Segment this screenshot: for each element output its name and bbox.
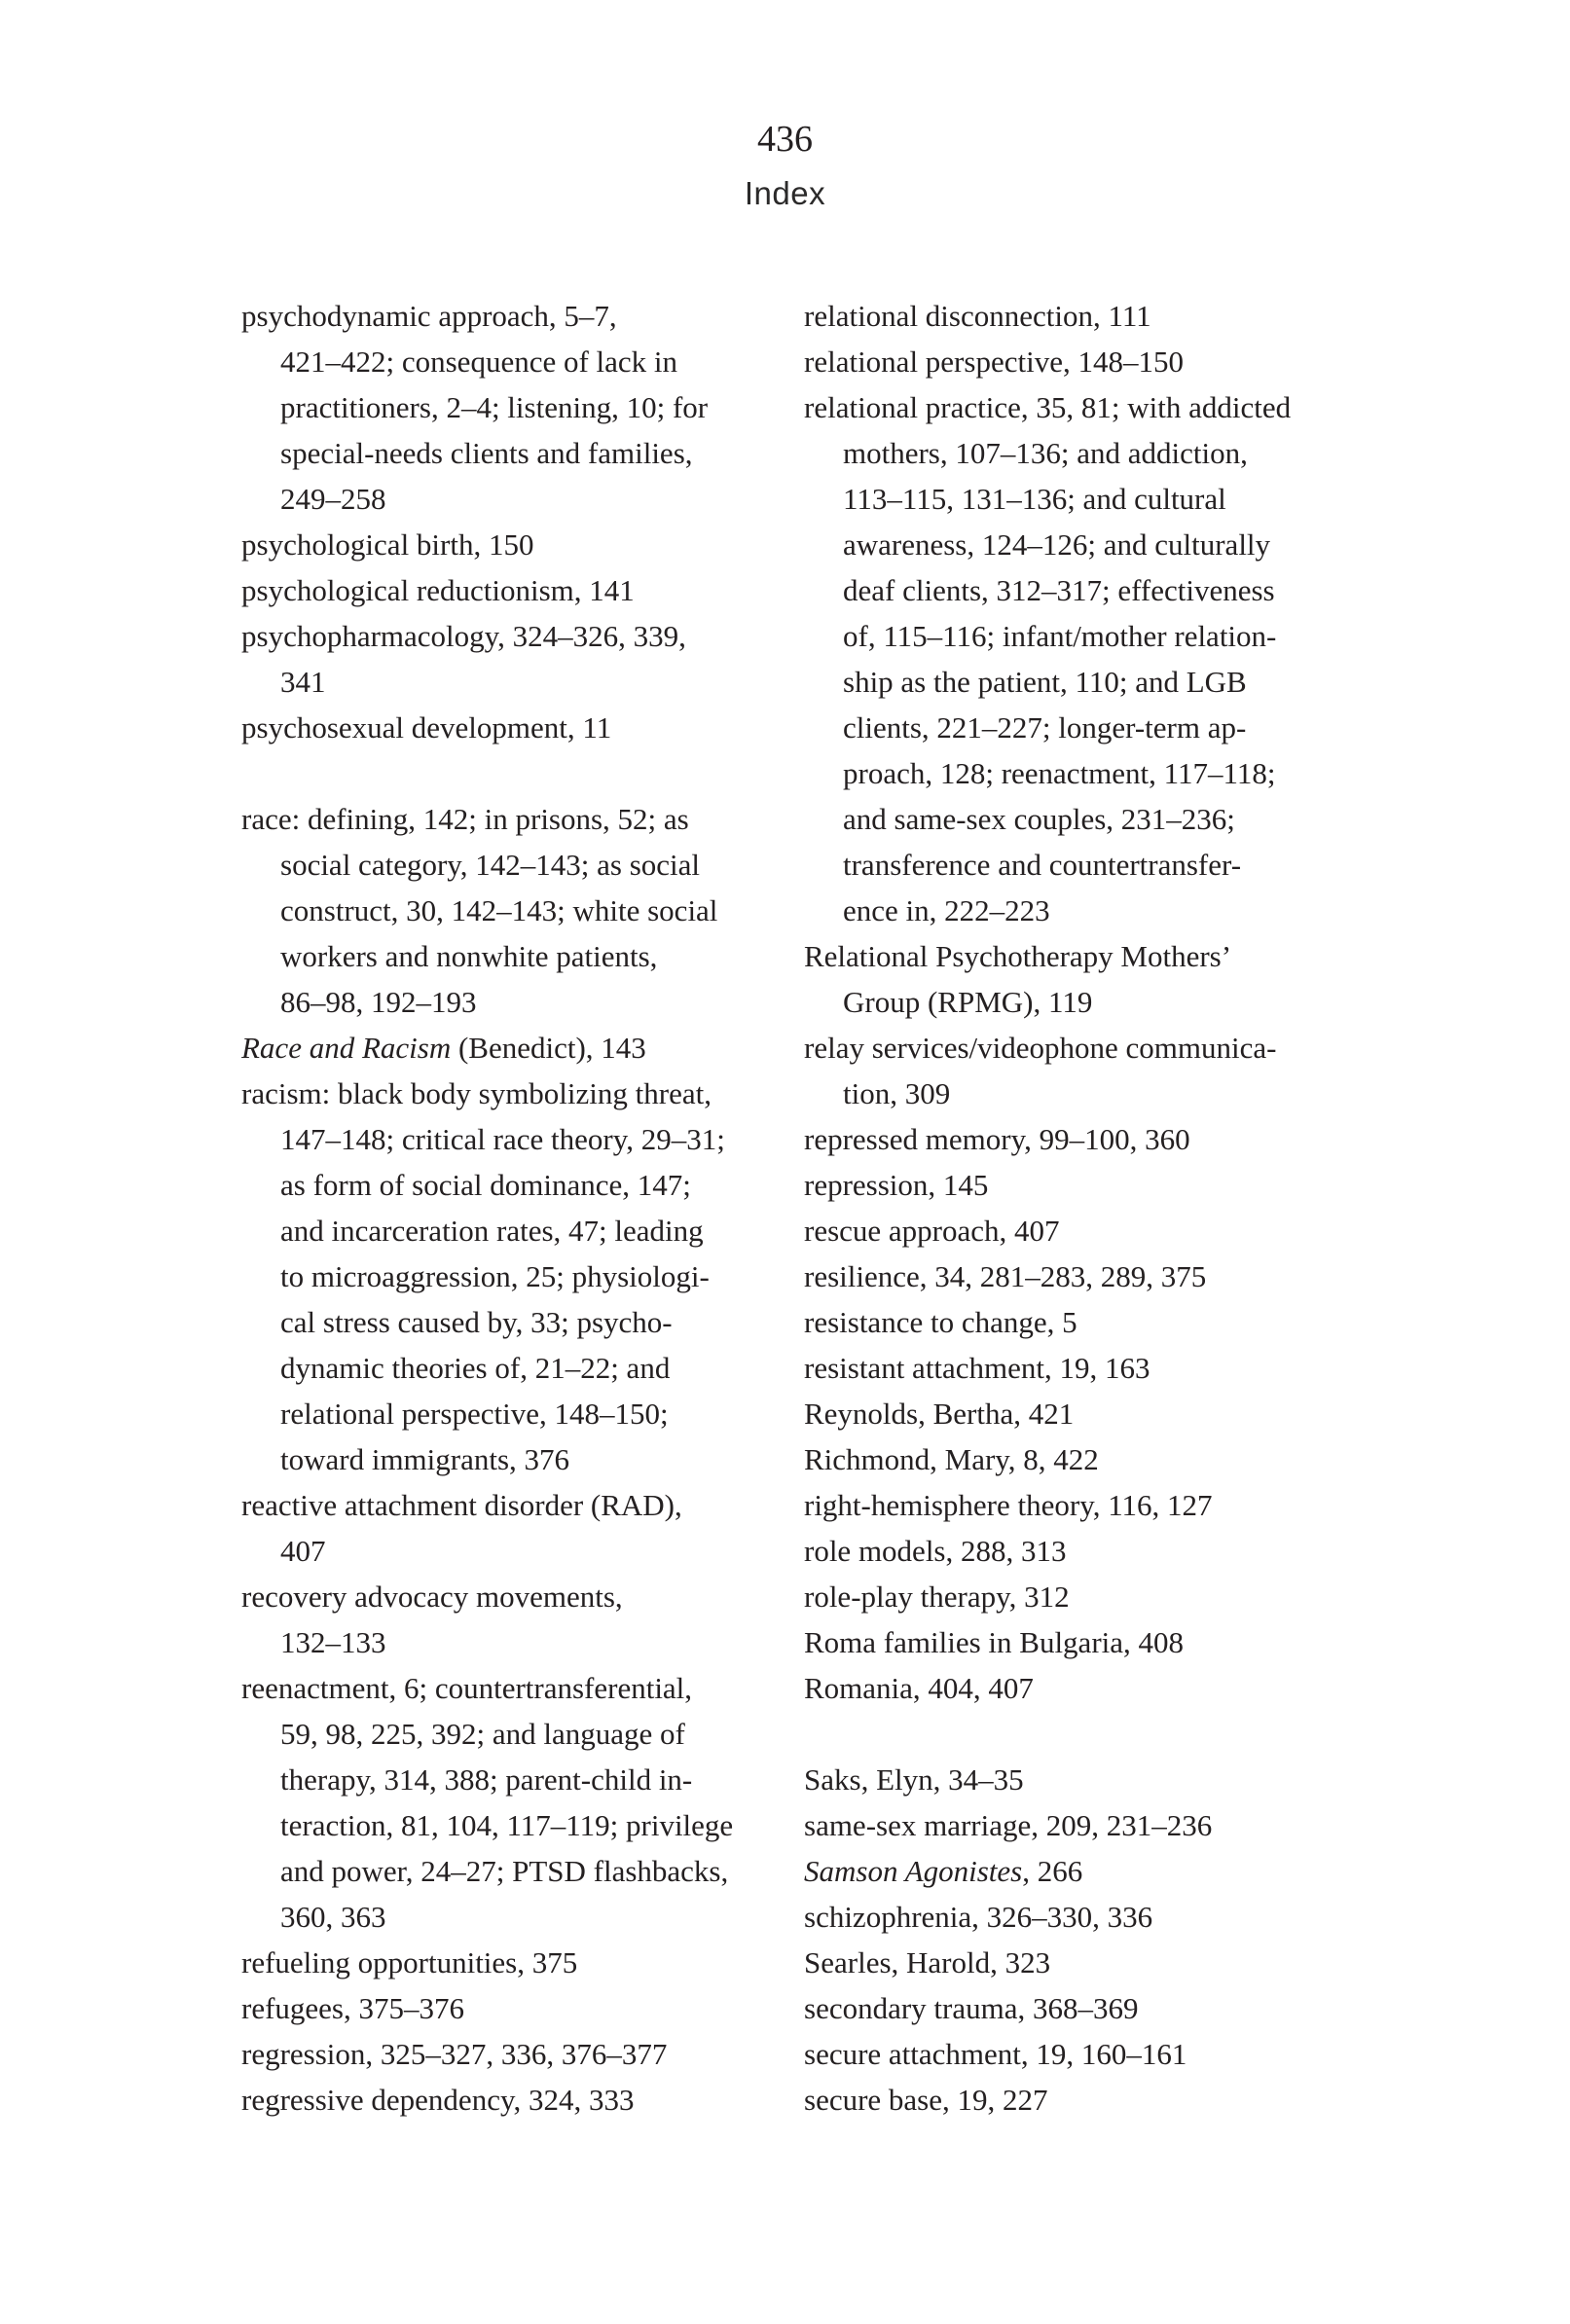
index-line: ence in, 222–223 (843, 893, 1050, 927)
index-line: dynamic theories of, 21–22; and (280, 1351, 671, 1385)
index-line: and power, 24–27; PTSD flashbacks, (280, 1854, 729, 1888)
index-line: practitioners, 2–4; listening, 10; for (280, 390, 709, 424)
index-line: resilience, 34, 281–283, 289, 375 (804, 1259, 1207, 1293)
index-line: relational perspective, 148–150 (804, 345, 1184, 379)
index-line: recovery advocacy movements, (241, 1580, 623, 1614)
index-line: teraction, 81, 104, 117–119; privilege (280, 1808, 734, 1842)
index-line: Reynolds, Bertha, 421 (804, 1397, 1075, 1431)
index-line: 407 (280, 1534, 326, 1568)
index-line: relational perspective, 148–150; (280, 1397, 669, 1431)
index-line: same-sex marriage, 209, 231–236 (804, 1808, 1213, 1842)
index-line: to microaggression, 25; physiologi- (280, 1259, 710, 1293)
index-line: racism: black body symbolizing threat, (241, 1076, 712, 1110)
index-line: psychological birth, 150 (241, 527, 534, 562)
index-line: relay services/videophone communica- (804, 1031, 1277, 1065)
index-line: Group (RPMG), 119 (843, 985, 1093, 1019)
index-line: relational practice, 35, 81; with addicted (804, 390, 1292, 424)
index-line: clients, 221–227; longer-term ap- (843, 710, 1247, 744)
index-line: proach, 128; reenactment, 117–118; (843, 756, 1276, 790)
index-line: social category, 142–143; as social (280, 848, 701, 882)
index-line: and incarceration rates, 47; leading (280, 1214, 704, 1248)
index-line: Searles, Harold, 323 (804, 1945, 1051, 1979)
index-line: schizophrenia, 326–330, 336 (804, 1900, 1153, 1934)
index-line: 249–258 (280, 482, 386, 516)
running-head: Index (744, 175, 826, 211)
index-line: ship as the patient, 110; and LGB (843, 665, 1247, 699)
index-line: secure base, 19, 227 (804, 2083, 1048, 2117)
index-line: Race and Racism (Benedict), 143 (241, 1031, 646, 1065)
index-line: role models, 288, 313 (804, 1534, 1067, 1568)
index-line: Romania, 404, 407 (804, 1671, 1034, 1705)
index-line: 341 (280, 665, 326, 699)
index-line: transference and countertransfer- (843, 848, 1242, 882)
index-line: regression, 325–327, 336, 376–377 (241, 2037, 668, 2071)
index-line: 59, 98, 225, 392; and language of (280, 1717, 685, 1751)
index-line: rescue approach, 407 (804, 1214, 1060, 1248)
index-line: of, 115–116; infant/mother relation- (843, 619, 1277, 653)
index-line: resistant attachment, 19, 163 (804, 1351, 1150, 1385)
page-number: 436 (757, 119, 813, 160)
index-line: and same-sex couples, 231–236; (843, 802, 1235, 836)
index-line: mothers, 107–136; and addiction, (843, 436, 1248, 470)
index-line: 147–148; critical race theory, 29–31; (280, 1122, 725, 1156)
index-line: awareness, 124–126; and culturally (843, 527, 1271, 562)
index-line: construct, 30, 142–143; white social (280, 893, 718, 927)
index-line: special-needs clients and families, (280, 436, 693, 470)
index-line: regressive dependency, 324, 333 (241, 2083, 635, 2117)
section-gap (241, 750, 788, 796)
index-line: cal stress caused by, 33; psycho- (280, 1305, 673, 1339)
index-line: 421–422; consequence of lack in (280, 345, 678, 379)
index-line: repressed memory, 99–100, 360 (804, 1122, 1190, 1156)
index-line: 86–98, 192–193 (280, 985, 477, 1019)
index-line: psychodynamic approach, 5–7, (241, 299, 617, 333)
section-gap (804, 1711, 1367, 1757)
index-line: role-play therapy, 312 (804, 1580, 1070, 1614)
index-line: toward immigrants, 376 (280, 1442, 570, 1476)
index-line: as form of social dominance, 147; (280, 1168, 691, 1202)
index-line: psychosexual development, 11 (241, 710, 612, 744)
index-line: Relational Psychotherapy Mothers’ (804, 939, 1232, 973)
index-line: resistance to change, 5 (804, 1305, 1077, 1339)
index-line: Samson Agonistes, 266 (804, 1854, 1083, 1888)
index-line: Richmond, Mary, 8, 422 (804, 1442, 1099, 1476)
index-line: right-hemisphere theory, 116, 127 (804, 1488, 1213, 1522)
index-line: refugees, 375–376 (241, 1991, 464, 2025)
index-line: 132–133 (280, 1625, 386, 1659)
index-line: deaf clients, 312–317; effectiveness (843, 573, 1275, 607)
index-line: secondary trauma, 368–369 (804, 1991, 1139, 2025)
index-line: reenactment, 6; countertransferential, (241, 1671, 693, 1705)
index-line: psychopharmacology, 324–326, 339, (241, 619, 686, 653)
index-line: tion, 309 (843, 1076, 951, 1110)
index-column-left (241, 293, 788, 2123)
index-line: therapy, 314, 388; parent-child in- (280, 1762, 693, 1797)
index-line: relational disconnection, 111 (804, 299, 1151, 333)
index-line: reactive attachment disorder (RAD), (241, 1488, 682, 1522)
index-line: Roma families in Bulgaria, 408 (804, 1625, 1185, 1659)
index-line: 360, 363 (280, 1900, 386, 1934)
index-line: workers and nonwhite patients, (280, 939, 658, 973)
index-line: refueling opportunities, 375 (241, 1945, 578, 1979)
index-line: 113–115, 131–136; and cultural (843, 482, 1226, 516)
index-column-right (804, 293, 1367, 2123)
index-line: psychological reductionism, 141 (241, 573, 635, 607)
index-line: Saks, Elyn, 34–35 (804, 1762, 1024, 1797)
index-line: repression, 145 (804, 1168, 989, 1202)
index-line: secure attachment, 19, 160–161 (804, 2037, 1187, 2071)
index-line: race: defining, 142; in prisons, 52; as (241, 802, 689, 836)
